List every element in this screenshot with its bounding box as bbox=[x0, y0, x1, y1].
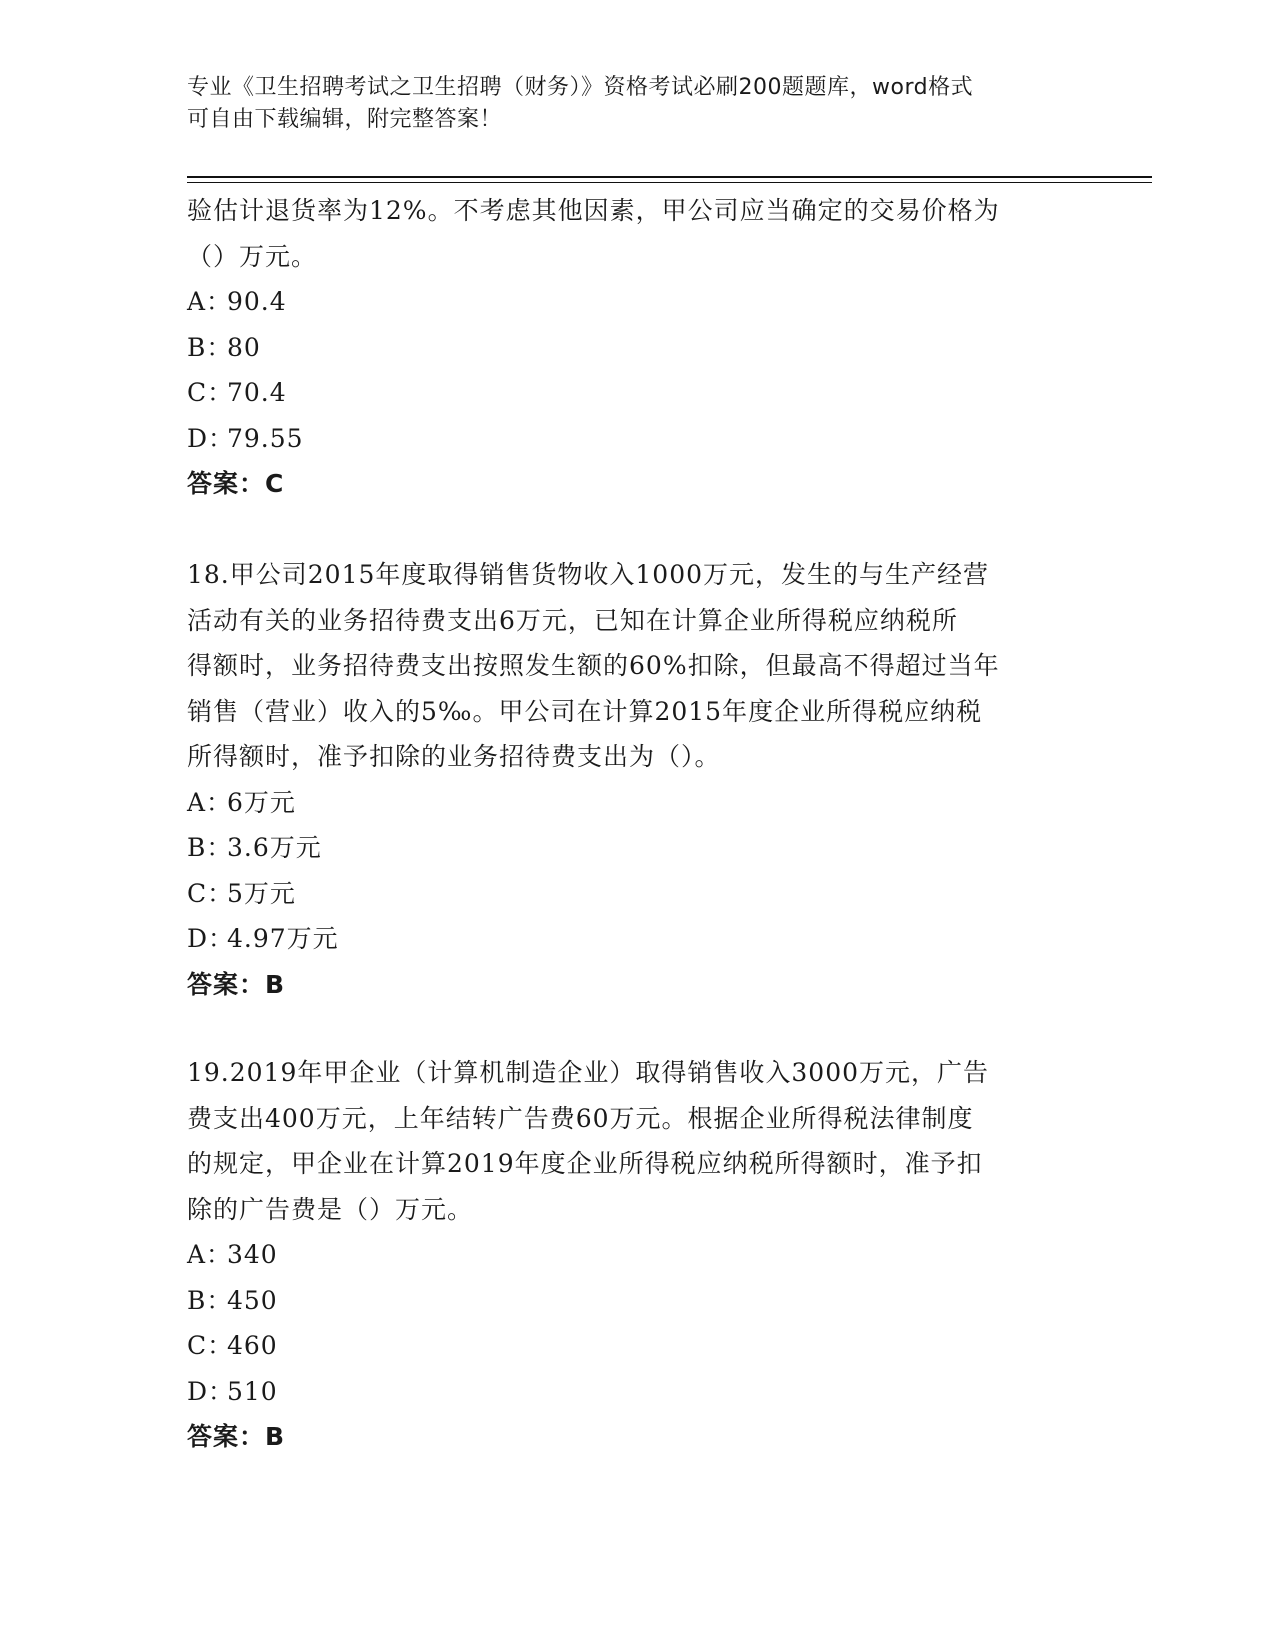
option-text: 340 bbox=[227, 1240, 278, 1269]
option-key: B： bbox=[187, 1285, 233, 1315]
answer-label: 答案： bbox=[187, 1422, 266, 1451]
option-key: C： bbox=[187, 378, 234, 407]
answer-label: 答案： bbox=[187, 469, 266, 498]
question-stem-line: 19.2019年甲企业（计算机制造企业）取得销售收入3000万元，广告 bbox=[187, 1058, 990, 1087]
question-stem-line: 得额时，业务招待费支出按照发生额的60%扣除，但最高不得超过当年 bbox=[187, 651, 1000, 680]
option-b bbox=[187, 825, 1087, 871]
option-c bbox=[187, 871, 1087, 917]
option-text: 70.4 bbox=[227, 378, 287, 407]
answer-value: B bbox=[265, 1422, 286, 1451]
option-key: D： bbox=[187, 1376, 235, 1406]
option-c bbox=[187, 370, 1087, 416]
option-c bbox=[187, 1323, 1087, 1369]
option-text: 510 bbox=[227, 1376, 278, 1406]
header-line-1: 专业《卫生招聘考试之卫生招聘（财务）》资格考试必刷200题题库，word格式 bbox=[187, 75, 974, 100]
question-block-17 bbox=[187, 188, 1087, 507]
answer-line bbox=[187, 962, 1087, 1008]
option-key: A： bbox=[187, 1240, 233, 1269]
header-line-2: 可自由下载编辑，附完整答案！ bbox=[187, 107, 503, 132]
question-stem-line: 除的广告费是（）万元。 bbox=[187, 1194, 474, 1224]
question-stem-line: 18.甲公司2015年度取得销售货物收入1000万元，发生的与生产经营 bbox=[187, 560, 990, 589]
answer-line bbox=[187, 1414, 1087, 1460]
question-stem-line: 验估计退货率为12%。不考虑其他因素，甲公司应当确定的交易价格为 bbox=[187, 196, 1000, 225]
header-divider-thin bbox=[187, 182, 1152, 183]
option-b bbox=[187, 325, 1087, 371]
document-header bbox=[187, 72, 1067, 136]
option-key: B： bbox=[187, 332, 233, 362]
question-stem-line: 销售（营业）收入的5‰。甲公司在计算2015年度企业所得税应纳税 bbox=[187, 696, 983, 726]
option-key: C： bbox=[187, 1331, 234, 1360]
option-d bbox=[187, 1369, 1087, 1415]
question-stem-line: 的规定，甲企业在计算2019年度企业所得税应纳税所得额时，准予扣 bbox=[187, 1149, 983, 1178]
option-d bbox=[187, 916, 1087, 962]
question-stem-line: 所得额时，准予扣除的业务招待费支出为（）。 bbox=[187, 742, 721, 771]
option-key: B： bbox=[187, 833, 233, 862]
answer-line bbox=[187, 461, 1087, 507]
question-stem-line: 费支出400万元，上年结转广告费60万元。根据企业所得税法律制度 bbox=[187, 1103, 974, 1133]
header-divider-thick bbox=[187, 176, 1152, 178]
option-text: 90.4 bbox=[227, 287, 287, 316]
option-text: 6万元 bbox=[227, 787, 296, 817]
option-key: A： bbox=[187, 287, 233, 316]
answer-value: B bbox=[265, 969, 286, 999]
option-a bbox=[187, 1232, 1087, 1278]
answer-value: C bbox=[265, 469, 285, 498]
option-b bbox=[187, 1278, 1087, 1324]
question-block-19 bbox=[187, 1050, 1087, 1460]
option-text: 79.55 bbox=[227, 423, 304, 453]
option-text: 3.6万元 bbox=[227, 833, 322, 862]
option-key: A： bbox=[187, 787, 233, 817]
option-text: 460 bbox=[227, 1331, 278, 1360]
option-a bbox=[187, 279, 1087, 325]
option-key: D： bbox=[187, 423, 235, 453]
option-d bbox=[187, 416, 1087, 462]
answer-label: 答案： bbox=[187, 969, 266, 999]
question-stem-line: （）万元。 bbox=[187, 241, 318, 271]
option-key: D： bbox=[187, 924, 235, 953]
option-text: 5万元 bbox=[227, 878, 296, 908]
option-text: 80 bbox=[227, 332, 261, 362]
option-text: 450 bbox=[227, 1285, 278, 1315]
option-key: C： bbox=[187, 878, 234, 908]
question-block-18 bbox=[187, 552, 1087, 1007]
question-stem-line: 活动有关的业务招待费支出6万元，已知在计算企业所得税应纳税所 bbox=[187, 605, 958, 635]
option-text: 4.97万元 bbox=[227, 924, 339, 953]
option-a bbox=[187, 780, 1087, 826]
